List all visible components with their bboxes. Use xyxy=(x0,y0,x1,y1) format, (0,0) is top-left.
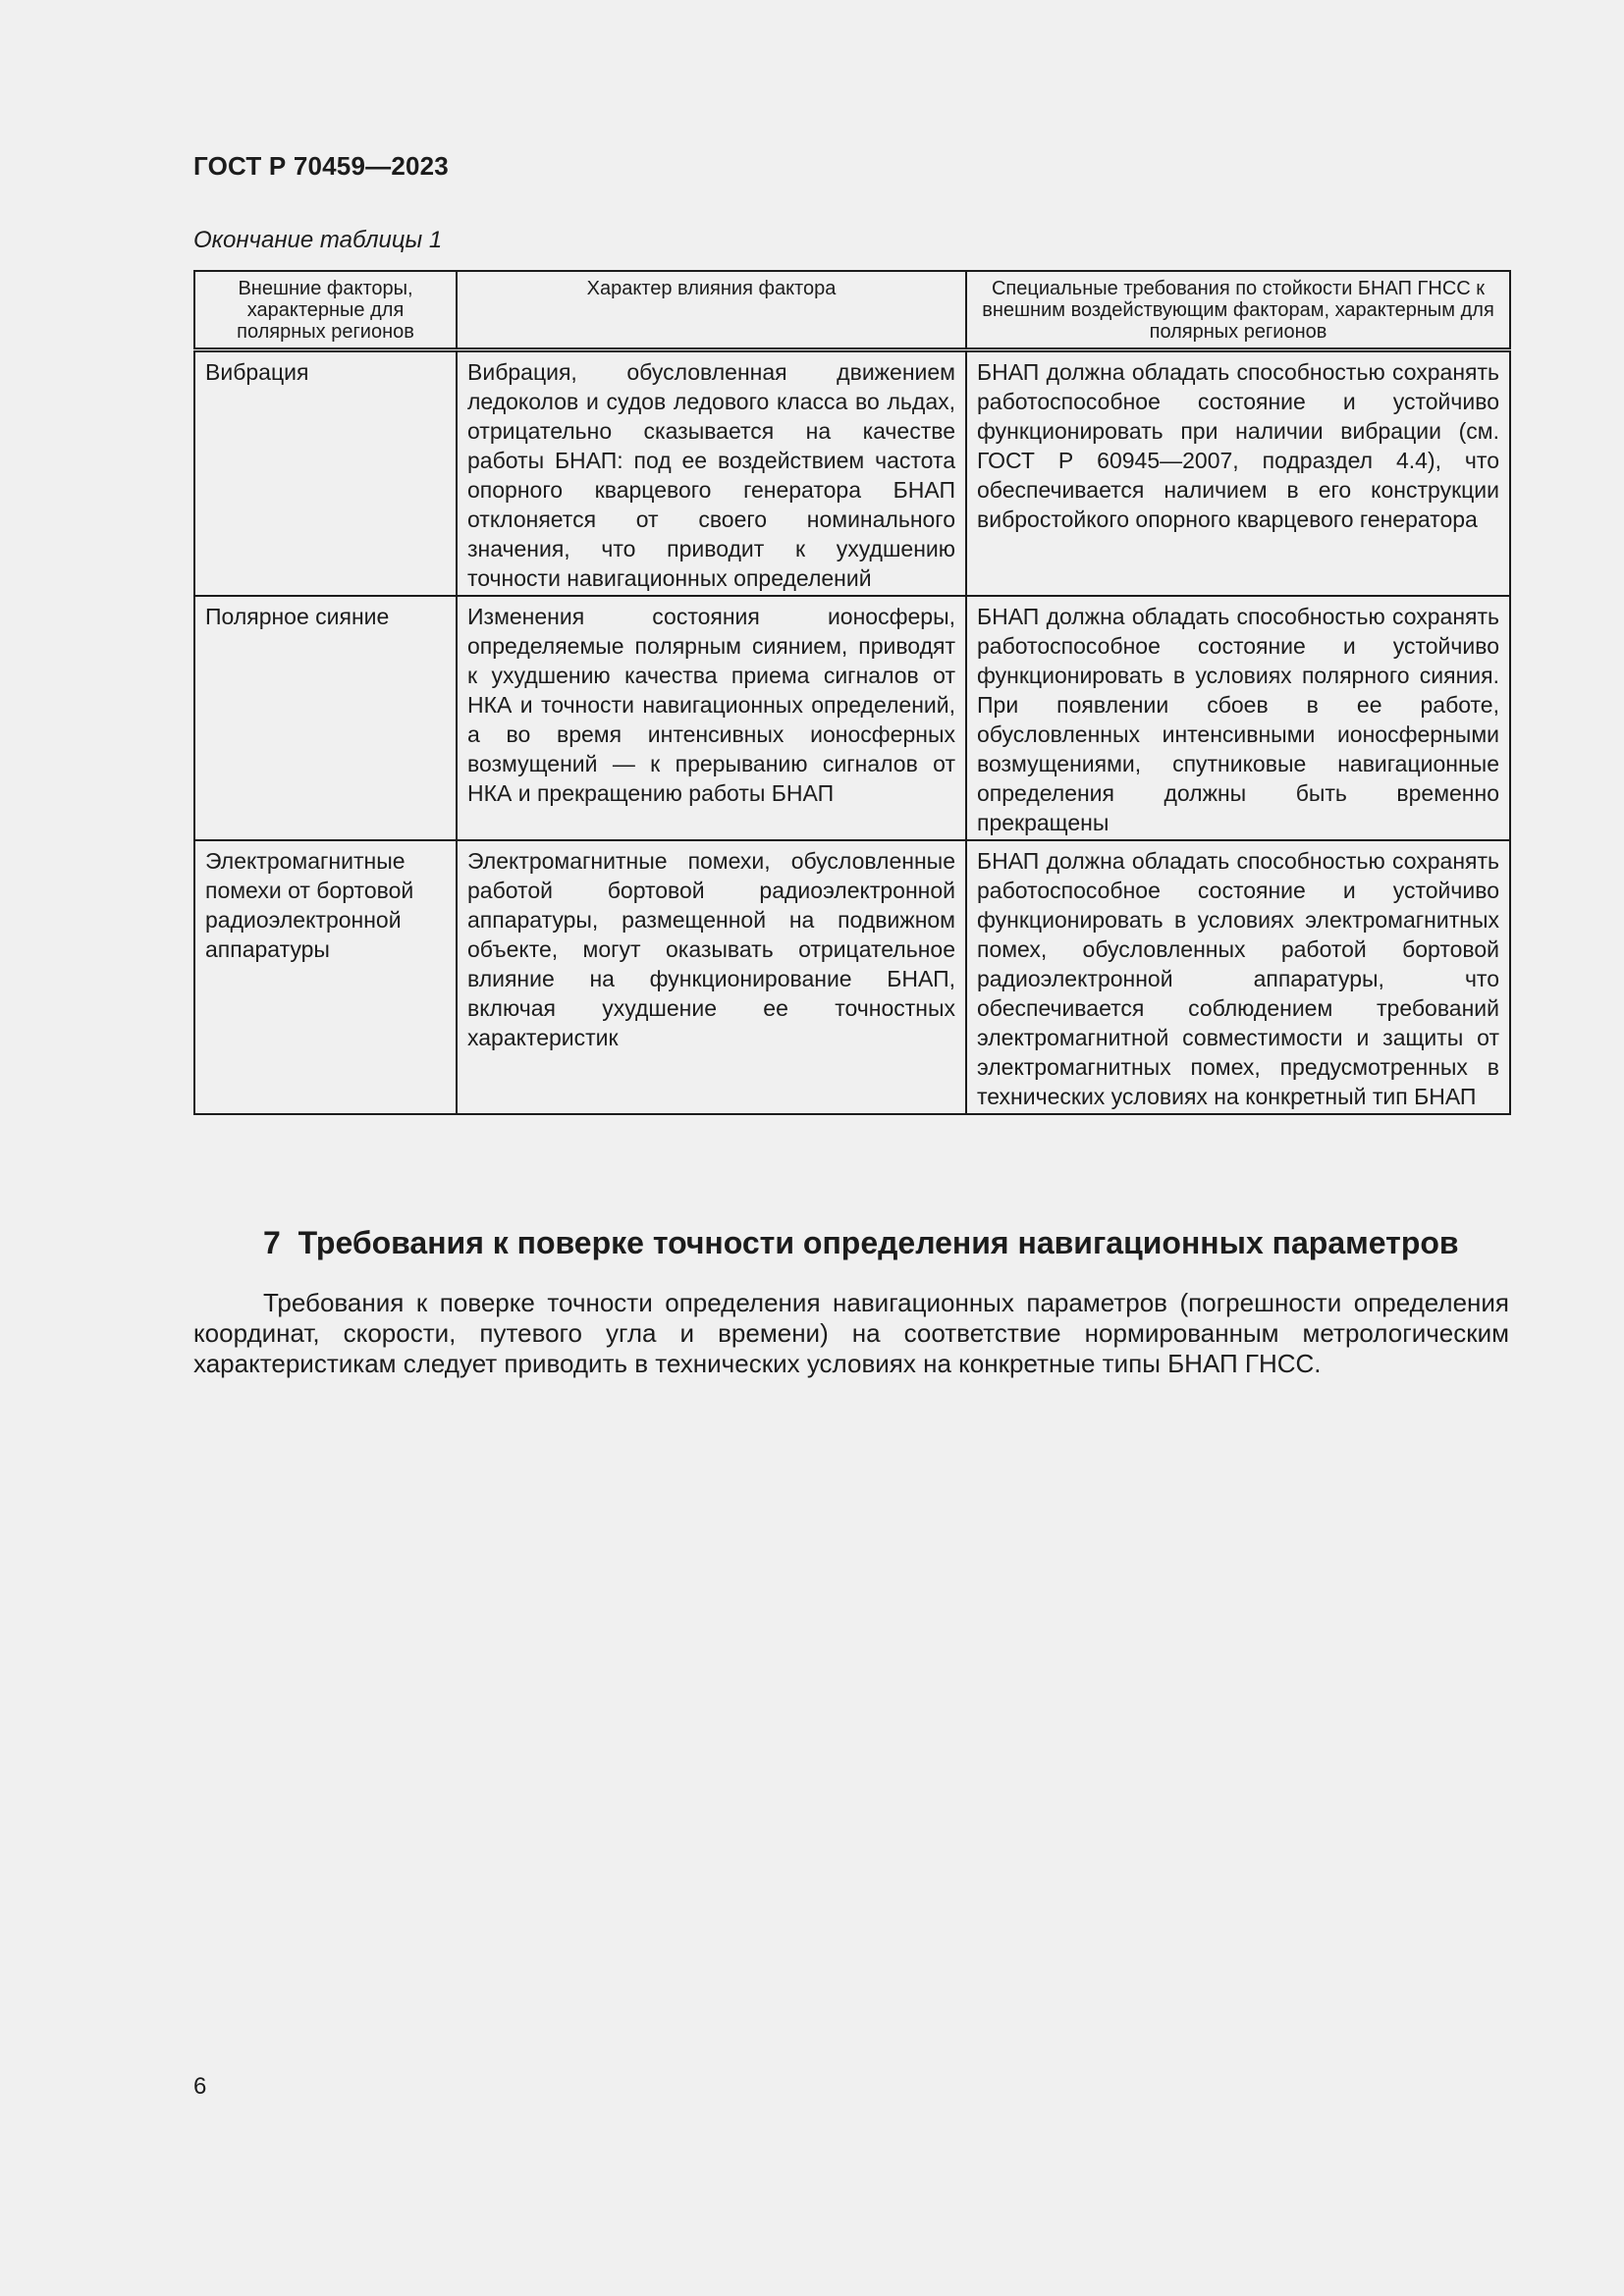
table-caption: Окончание таблицы 1 xyxy=(193,227,443,253)
table-row xyxy=(194,349,1510,596)
requirements-table xyxy=(193,270,1511,1115)
cell-influence: Электромагнитные помехи, обусловленные работой бортовой радиоэлектронной аппаратуры, размещенной на подвижном объекте, могут оказывать отрицательное влияние на функционирование БНАП, включая ухудшение ее точностных характеристик xyxy=(457,840,966,1114)
document-code: ГОСТ Р 70459—2023 xyxy=(193,151,449,181)
table-row xyxy=(194,840,1510,1114)
cell-influence: Изменения состояния ионосферы, определяемые полярным сиянием, приводят к ухудшению качества приема сигналов от НКА и точности навигационных определений, а во время интенсивных ионосферных возмущений — к прерыванию сигналов от НКА и прекращению работы БНАП xyxy=(457,596,966,840)
cell-requirements: БНАП должна обладать способностью сохранять работоспособное состояние и устойчиво функционировать при наличии вибрации (см. ГОСТ Р 60945—2007, подраздел 4.4), что обеспечивается наличием в его конструкции вибростойкого опорного кварцевого генератора xyxy=(966,349,1510,596)
section-heading xyxy=(263,1225,1459,1261)
section-number: 7 xyxy=(263,1225,281,1260)
table-row xyxy=(194,596,1510,840)
table-header-row xyxy=(194,271,1510,349)
page-number: 6 xyxy=(193,2073,207,2100)
column-header-factor: Внешние факторы, характерные для полярных регионов xyxy=(194,271,457,349)
cell-requirements: БНАП должна обладать способностью сохранять работоспособное состояние и устойчиво функционировать в условиях электромагнитных помех, обусловленных работой бортовой радиоэлектронной аппаратуры, что обеспечивается соблюдением требований электромагнитной совместимости и защиты от электромагнитных помех, предусмотренных в технических условиях на конкретный тип БНАП xyxy=(966,840,1510,1114)
column-header-influence: Характер влияния фактора xyxy=(457,271,966,349)
column-header-requirements: Специальные требования по стойкости БНАП ГНСС к внешним воздействующим факторам, характерным для полярных регионов xyxy=(966,271,1510,349)
cell-requirements: БНАП должна обладать способностью сохранять работоспособное состояние и устойчиво функционировать в условиях полярного сияния. При появлении сбоев в ее работе, обусловленных интенсивными ионосферными возмущениями, спутниковые навигационные определения должны быть временно прекращены xyxy=(966,596,1510,840)
cell-influence: Вибрация, обусловленная движением ледоколов и судов ледового класса во льдах, отрицательно сказывается на качестве работы БНАП: под ее воздействием частота опорного кварцевого генератора БНАП отклоняется от своего номинального значения, что приводит к ухудшению точности навигационных определений xyxy=(457,349,966,596)
cell-factor: Полярное сияние xyxy=(194,596,457,840)
section-paragraph: Требования к поверке точности определения навигационных параметров (погрешности определения координат, скорости, путевого угла и времени) на соответствие нормированным метрологическим характеристикам следует приводить в технических условиях на конкретные типы БНАП ГНСС. xyxy=(193,1288,1509,1378)
cell-factor: Электромагнитные помехи от бортовой радиоэлектронной аппаратуры xyxy=(194,840,457,1114)
section-title: Требования к поверке точности определения навигационных параметров xyxy=(298,1225,1459,1260)
cell-factor: Вибрация xyxy=(194,349,457,596)
